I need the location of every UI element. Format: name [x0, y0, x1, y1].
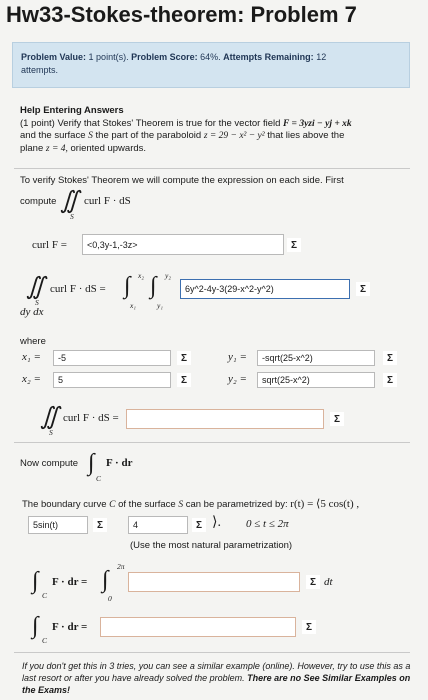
- double-integral-symbol: ∬: [40, 404, 59, 430]
- problem-info-box: [12, 42, 410, 88]
- divider: [14, 652, 410, 653]
- divider: [14, 168, 410, 169]
- equation-editor-icon[interactable]: Σ: [93, 518, 107, 532]
- attempts-label: Attempts Remaining:: [223, 52, 314, 62]
- surface-result-lhs: curl F · dS =: [63, 412, 119, 424]
- line-integral-lhs: F · dr =: [52, 576, 88, 588]
- inner-lower-limit: y₁: [157, 301, 163, 310]
- inner-integral-symbol: ∫: [150, 273, 157, 299]
- equation-editor-icon[interactable]: Σ: [192, 518, 206, 532]
- page-title: Hw33-Stokes-theorem: Problem 7: [6, 2, 357, 27]
- boundary-description: The boundary curve C of the surface S can be parametrized by: r(t) = ⟨5 cos(t) ,: [22, 498, 360, 510]
- problem-line-2: and the surface S the part of the paraboloid z = 29 − x² − y² that lies above the: [20, 130, 345, 141]
- curl-label: curl F =: [32, 239, 67, 251]
- param-z-input[interactable]: 4: [128, 516, 188, 534]
- attempts-suffix: attempts.: [21, 65, 59, 75]
- parametrization-hint: (Use the most natural parametrization): [130, 540, 293, 551]
- equation-editor-icon[interactable]: Σ: [330, 412, 344, 426]
- differential: dy dx: [20, 306, 44, 318]
- inner-upper-limit: y₂: [165, 271, 171, 280]
- line-integral-answer-input[interactable]: [100, 617, 296, 637]
- integral-symbol: ∫: [32, 613, 39, 639]
- integral-symbol: ∫: [88, 450, 95, 476]
- integral-symbol: ∫: [102, 567, 109, 593]
- vector-field: F = 3yzi − yj + xk: [283, 118, 352, 129]
- divider: [14, 442, 410, 443]
- x2-input[interactable]: 5: [53, 372, 171, 388]
- y1-label: y₁ =: [228, 351, 247, 363]
- outer-integral-symbol: ∫: [124, 273, 131, 299]
- problem-line-1: (1 point) Verify that Stokes' Theorem is true for the vector field F = 3yzi − yj + xk: [20, 117, 352, 129]
- y1-input[interactable]: -sqrt(25-x^2): [257, 350, 375, 366]
- integral-symbol: ∫: [32, 568, 39, 594]
- surface-subscript: S: [70, 212, 74, 221]
- lower-limit: 0: [108, 594, 112, 603]
- equation-editor-icon[interactable]: Σ: [287, 238, 301, 252]
- problem-statement: [20, 105, 420, 155]
- y2-input[interactable]: sqrt(25-x^2): [257, 372, 375, 388]
- attempts-count: 12: [316, 52, 327, 62]
- surface-equation: z = 29 − x² − y²: [203, 131, 265, 141]
- outer-upper-limit: x₂: [138, 271, 144, 280]
- equation-editor-icon[interactable]: Σ: [383, 351, 397, 365]
- equation-editor-icon[interactable]: Σ: [383, 373, 397, 387]
- integrand-input[interactable]: 6y^2-4y-3(29-x^2-y^2): [180, 279, 350, 299]
- curl-input[interactable]: <0,3y-1,-3z>: [82, 234, 284, 255]
- parametrization-start: r(t) = ⟨5 cos(t) ,: [290, 498, 360, 510]
- line-integrand-input[interactable]: [128, 572, 300, 592]
- double-integral-symbol: ∬: [60, 188, 79, 214]
- equation-editor-icon[interactable]: Σ: [356, 282, 370, 296]
- equation-editor-icon[interactable]: Σ: [177, 373, 191, 387]
- value: 1 point(s).: [88, 52, 129, 62]
- curl-expression: curl F · dS: [84, 195, 131, 207]
- line-result-lhs: F · dr =: [52, 621, 88, 633]
- equation-editor-icon[interactable]: Σ: [177, 351, 191, 365]
- x1-label: x₁ =: [22, 351, 41, 363]
- score-label: Problem Score:: [131, 52, 198, 62]
- intro-text: To verify Stokes' Theorem we will compute the expression on each side. First: [20, 175, 344, 186]
- surface-integral-answer-input[interactable]: [126, 409, 324, 429]
- where-label: where: [20, 336, 46, 347]
- curve-subscript: C: [96, 474, 102, 483]
- double-integral-lhs: curl F · dS =: [50, 283, 106, 295]
- x1-input[interactable]: -5: [53, 350, 171, 366]
- y2-label: y₂ =: [228, 373, 247, 385]
- problem-line-3: plane z = 4, oriented upwards.: [20, 142, 147, 154]
- help-entering-answers-link[interactable]: Help Entering Answers: [20, 105, 124, 116]
- score: 64%.: [200, 52, 221, 62]
- parameter-range: 0 ≤ t ≤ 2π: [246, 518, 289, 530]
- value-label: Problem Value:: [21, 52, 87, 62]
- parametrization-close: ⟩.: [212, 515, 221, 530]
- now-compute-label: Now compute: [20, 458, 79, 469]
- outer-lower-limit: x₁: [130, 301, 136, 310]
- equation-editor-icon[interactable]: Σ: [306, 575, 320, 589]
- similar-example-note: If you don't get this in 3 tries, you can see a similar example (online). However, try to use this as a last resort or after you have already solved the problem. There are no See Similar Examples on the Exams!: [22, 661, 411, 695]
- upper-limit: 2π: [117, 562, 125, 571]
- dt-label: dt: [324, 576, 333, 588]
- line-integral-expression: F · dr: [106, 457, 133, 469]
- double-integral-symbol: ∬: [26, 274, 45, 300]
- equation-editor-icon[interactable]: Σ: [302, 620, 316, 634]
- compute-label: compute: [20, 196, 57, 207]
- param-y-input[interactable]: 5sin(t): [28, 516, 88, 534]
- x2-label: x₂ =: [22, 373, 41, 385]
